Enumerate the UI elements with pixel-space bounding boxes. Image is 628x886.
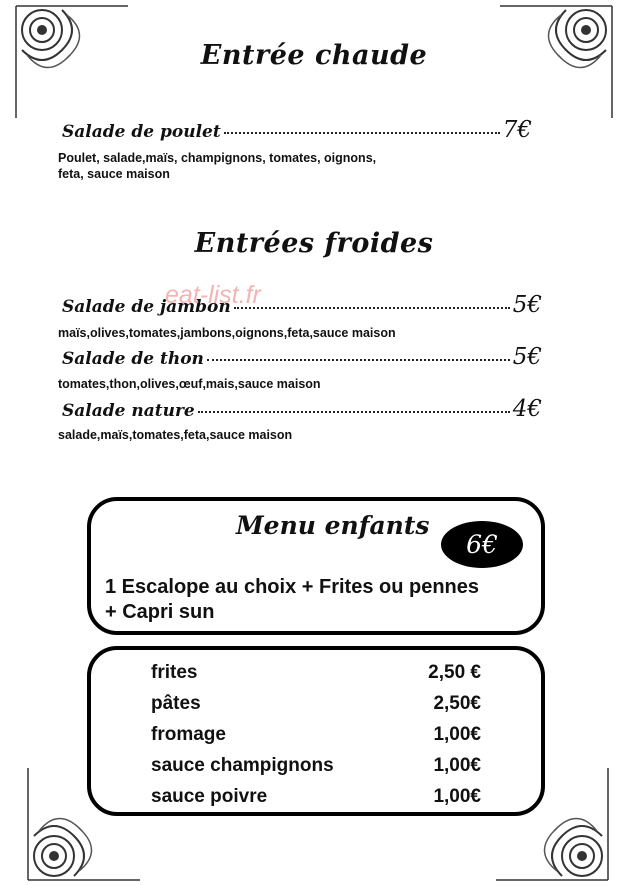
- item-name: Salade de jambon: [62, 297, 231, 317]
- section-title-hot: Entrée chaude: [200, 40, 428, 71]
- menu-item: [62, 117, 532, 143]
- menu-item: [62, 344, 542, 370]
- kids-menu-box: [87, 497, 545, 635]
- dot-leader: [224, 132, 500, 134]
- item-price: 5€: [512, 344, 542, 370]
- kids-menu-description: 1 Escalope au choix + Frites ou pennes + Capri sun: [105, 576, 480, 623]
- item-description: salade,maïs,tomates,feta,sauce maison: [58, 428, 293, 442]
- extra-row: [151, 755, 481, 777]
- kids-menu-title: Menu enfants: [236, 511, 430, 540]
- extra-name: frites: [151, 662, 198, 683]
- extra-name: sauce champignons: [151, 755, 334, 776]
- dot-leader: [234, 307, 510, 309]
- extra-price: 2,50€: [433, 693, 481, 714]
- extra-row: [151, 662, 481, 684]
- item-price: 4€: [512, 396, 542, 422]
- item-name: Salade de thon: [62, 349, 204, 369]
- extras-box: [87, 646, 545, 816]
- menu-item: [62, 292, 542, 318]
- kids-menu-price-badge: 6€: [441, 521, 523, 568]
- extra-price: 1,00€: [433, 724, 481, 745]
- extra-price: 2,50 €: [428, 662, 481, 683]
- item-name: Salade de poulet: [62, 122, 221, 142]
- extra-price: 1,00€: [433, 786, 481, 807]
- extra-row: [151, 724, 481, 746]
- extra-name: sauce poivre: [151, 786, 268, 807]
- extra-name: pâtes: [151, 693, 201, 714]
- extra-name: fromage: [151, 724, 226, 745]
- dot-leader: [207, 359, 510, 361]
- extra-row: [151, 693, 481, 715]
- item-price: 5€: [512, 292, 542, 318]
- item-description: Poulet, salade,maïs, champignons, tomates, oignons, feta, sauce maison: [58, 151, 377, 181]
- item-description: tomates,thon,olives,œuf,mais,sauce maison: [58, 377, 321, 391]
- item-price: 7€: [502, 117, 532, 143]
- item-name: Salade nature: [62, 401, 195, 421]
- item-description: maïs,olives,tomates,jambons,oignons,feta,sauce maison: [58, 326, 396, 340]
- watermark: eat-list.fr: [165, 281, 261, 309]
- menu-item: [62, 396, 542, 422]
- dot-leader: [198, 411, 510, 413]
- extra-price: 1,00€: [433, 755, 481, 776]
- section-title-cold: Entrées froides: [194, 228, 434, 259]
- extra-row: [151, 786, 481, 808]
